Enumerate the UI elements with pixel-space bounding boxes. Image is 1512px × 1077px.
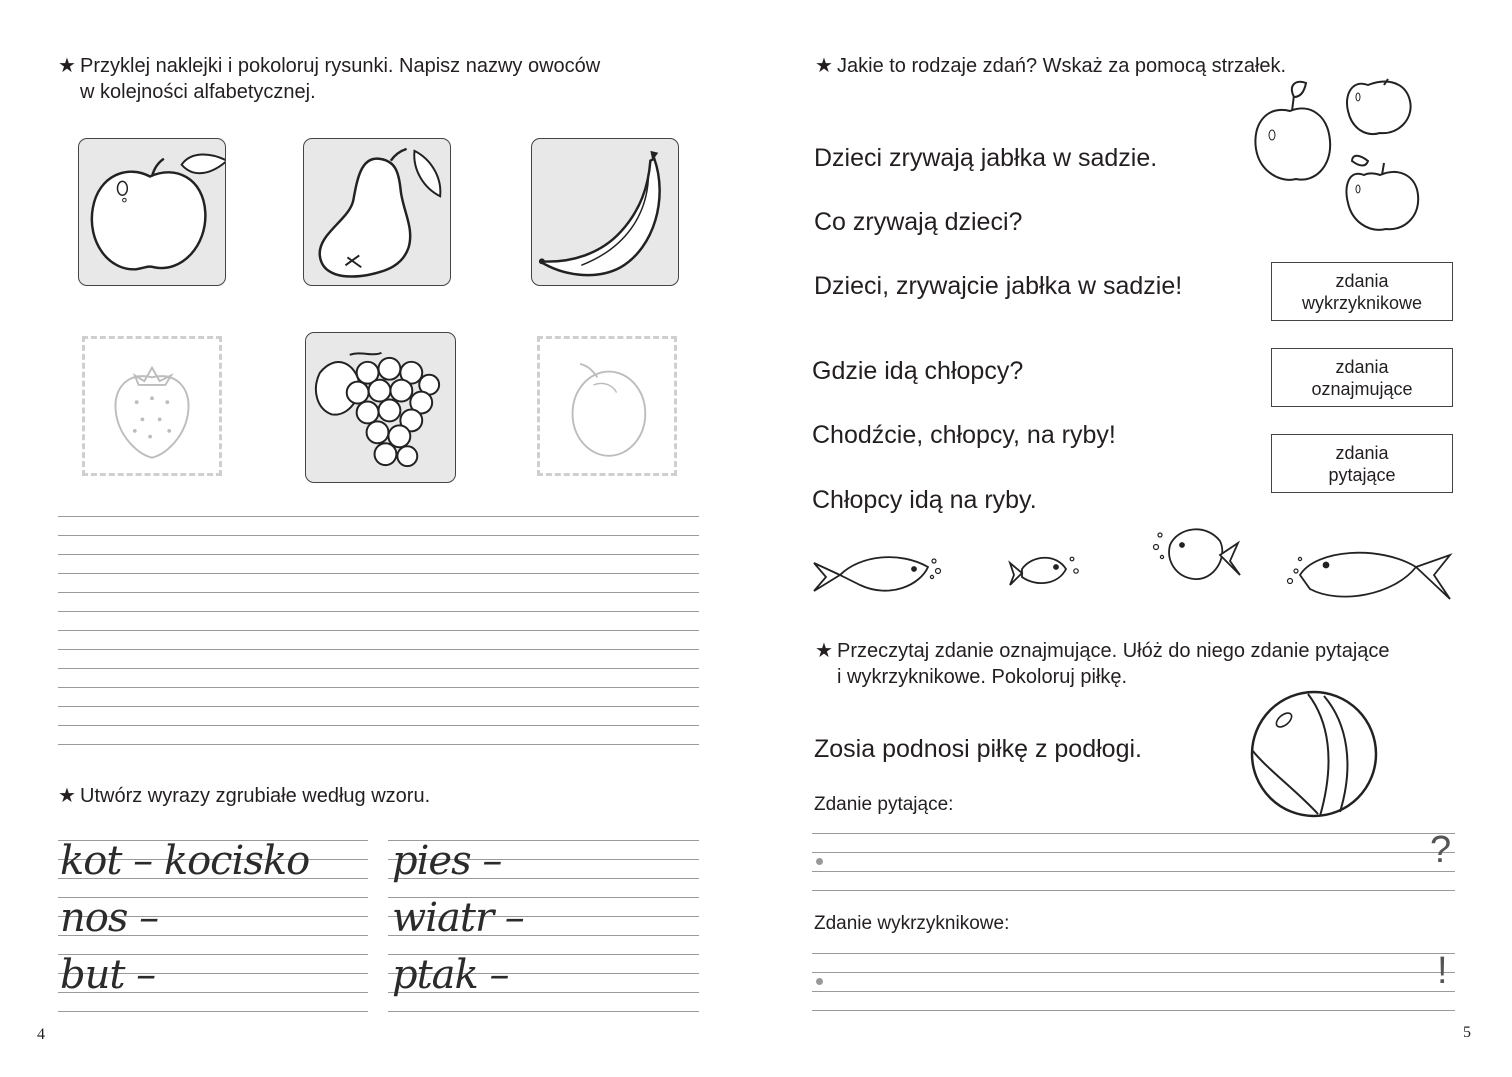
instruction-text: Jakie to rodzaje zdań? Wskaż za pomocą strzałek. (837, 55, 1287, 77)
instruction-sentence-types (815, 53, 1286, 79)
grapes-icon (306, 333, 455, 482)
word-nos: nos – (60, 895, 159, 941)
choice-declarative[interactable]: zdania oznajmujące (1271, 348, 1453, 407)
line-start-dot (816, 858, 823, 865)
exclamation-mark: ! (1437, 950, 1448, 992)
sentence-5: Chodźcie, chłopcy, na ryby! (812, 421, 1116, 449)
sentence-4: Gdzie idą chłopcy? (812, 357, 1024, 385)
exclaim-label: Zdanie wykrzyknikowe: (814, 913, 1010, 934)
banana-icon (532, 139, 678, 285)
star-icon: ★ (58, 55, 76, 77)
question-label: Zdanie pytające: (814, 794, 954, 815)
pear-card (303, 138, 451, 286)
choice-exclamatory[interactable]: zdania wykrzyknikowe (1271, 262, 1453, 321)
instruction-text-cont: i wykrzyknikowe. Pokoloruj piłkę. (837, 666, 1128, 688)
apples-illustration (1248, 75, 1428, 235)
apple-icon (79, 139, 225, 285)
pear-icon (304, 139, 450, 285)
banana-card (531, 138, 679, 286)
sentence-2: Co zrywają dzieci? (814, 208, 1023, 236)
instruction-text: Utwórz wyrazy zgrubiałe według wzoru. (80, 785, 431, 807)
writing-lines-fruits[interactable] (58, 516, 699, 746)
sentence-1: Dzieci zrywają jabłka w sadzie. (814, 144, 1158, 172)
exclaim-writing-lines[interactable] (812, 953, 1455, 1013)
star-icon: ★ (58, 785, 76, 807)
page-number-right: 5 (1463, 1024, 1471, 1041)
ball-icon (1248, 690, 1380, 818)
strawberry-icon (85, 339, 219, 473)
instruction-text-cont: w kolejności alfabetycznej. (80, 81, 316, 103)
word-but: but – (60, 952, 156, 998)
example-sentence: Zosia podnosi piłkę z podłogi. (814, 735, 1142, 763)
star-icon: ★ (815, 55, 833, 77)
instruction-text: Przeczytaj zdanie oznajmujące. Ułóż do niego zdanie pytające (837, 640, 1390, 662)
instruction-stickers (58, 53, 698, 105)
question-mark: ? (1430, 829, 1452, 871)
line-start-dot (816, 978, 823, 985)
instruction-text: Przyklej naklejki i pokoloruj rysunki. Napisz nazwy owoców (80, 55, 601, 77)
word-pies: pies – (392, 838, 502, 884)
grapes-card (305, 332, 456, 483)
plum-sticker-slot[interactable] (537, 336, 677, 476)
apple-card (78, 138, 226, 286)
sentence-3: Dzieci, zrywajcie jabłka w sadzie! (814, 272, 1183, 300)
word-ptak: ptak – (392, 952, 509, 998)
star-icon: ★ (815, 640, 833, 662)
plum-icon (540, 339, 674, 473)
choice-interrogative[interactable]: zdania pytające (1271, 434, 1453, 493)
instruction-ball (815, 638, 1390, 690)
page-number-left: 4 (37, 1026, 45, 1043)
question-writing-lines[interactable] (812, 833, 1455, 893)
sentence-6: Chłopcy idą na ryby. (812, 486, 1037, 514)
word-wiatr: wiatr – (392, 895, 524, 941)
fish-illustration (810, 515, 1460, 615)
strawberry-sticker-slot[interactable] (82, 336, 222, 476)
word-example: kot – kocisko (60, 838, 310, 884)
instruction-augmentatives (58, 783, 430, 809)
